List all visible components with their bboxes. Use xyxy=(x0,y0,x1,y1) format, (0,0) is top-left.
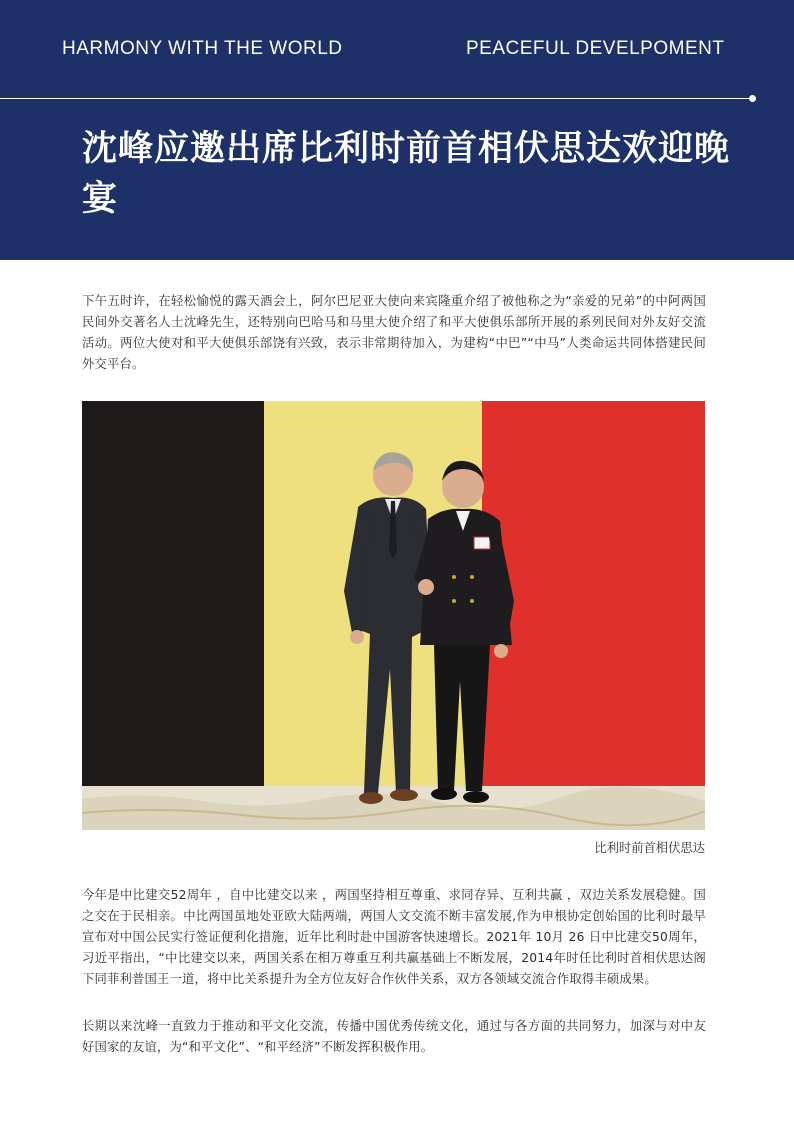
header-right-tagline: PEACEFUL DEVELPOMENT xyxy=(466,38,725,59)
page-title: 沈峰应邀出席比利时前首相伏思达欢迎晚宴 xyxy=(82,129,731,219)
article-paragraph-2: 今年是中比建交52周年 ，自中比建交以来 ，两国坚持相互尊重、求同存异、互利共赢 ，双边关系发展稳健。国之交在于民相亲。中比两国虽地处亚欧大陆两端，两国人文交流不断丰富发展,作为申根协定创始国的比利时最早宣布对中国公民实行签证便利化措施，近年比利时赴中国游客快速增长。2021年 10月 26 日中比建交50周年，习近平指出，“中比建交以来，两国关系在相万尊重互利共赢基础上不断发展，2014年时任比利时首相伏思达阁下同菲利普国王一道，将中比关系提升为全方位友好合作伙伴关系，双方各领域交流合作取得丰硕成果。 xyxy=(82,888,706,986)
flag-black-stripe xyxy=(82,401,264,830)
header-divider-dot xyxy=(749,95,756,102)
photo-caption: 比利时前首相伏思达 xyxy=(594,841,705,855)
article-paragraph-1: 下午五时许，在轻松愉悦的露天酒会上，阿尔巴尼亚大使向来宾隆重介绍了被他称之为“亲爱的兄弟”的中阿两国民间外交著名人士沈峰先生，还特别向巴哈马和马里大使介绍了和平大使俱乐部所开展的系列民间对外友好交流活动。两位大使对和平大使俱乐部饶有兴致，表示非常期待加入，为建构“中巴”“中马”人类命运共同体搭建民间外交平台。 xyxy=(82,294,706,371)
article-photo xyxy=(82,401,705,830)
header-divider xyxy=(0,98,752,99)
flag-red-stripe xyxy=(482,401,705,830)
header-left-tagline: HARMONY WITH THE WORLD xyxy=(62,38,343,59)
header-banner xyxy=(0,0,794,260)
article-paragraph-3: 长期以来沈峰一直致力于推动和平文化交流，传播中国优秀传统文化，通过与各方面的共同努力，加深与对中友好国家的友谊，为“和平文化”、“和平经济”不断发挥积极作用。 xyxy=(82,1019,706,1054)
